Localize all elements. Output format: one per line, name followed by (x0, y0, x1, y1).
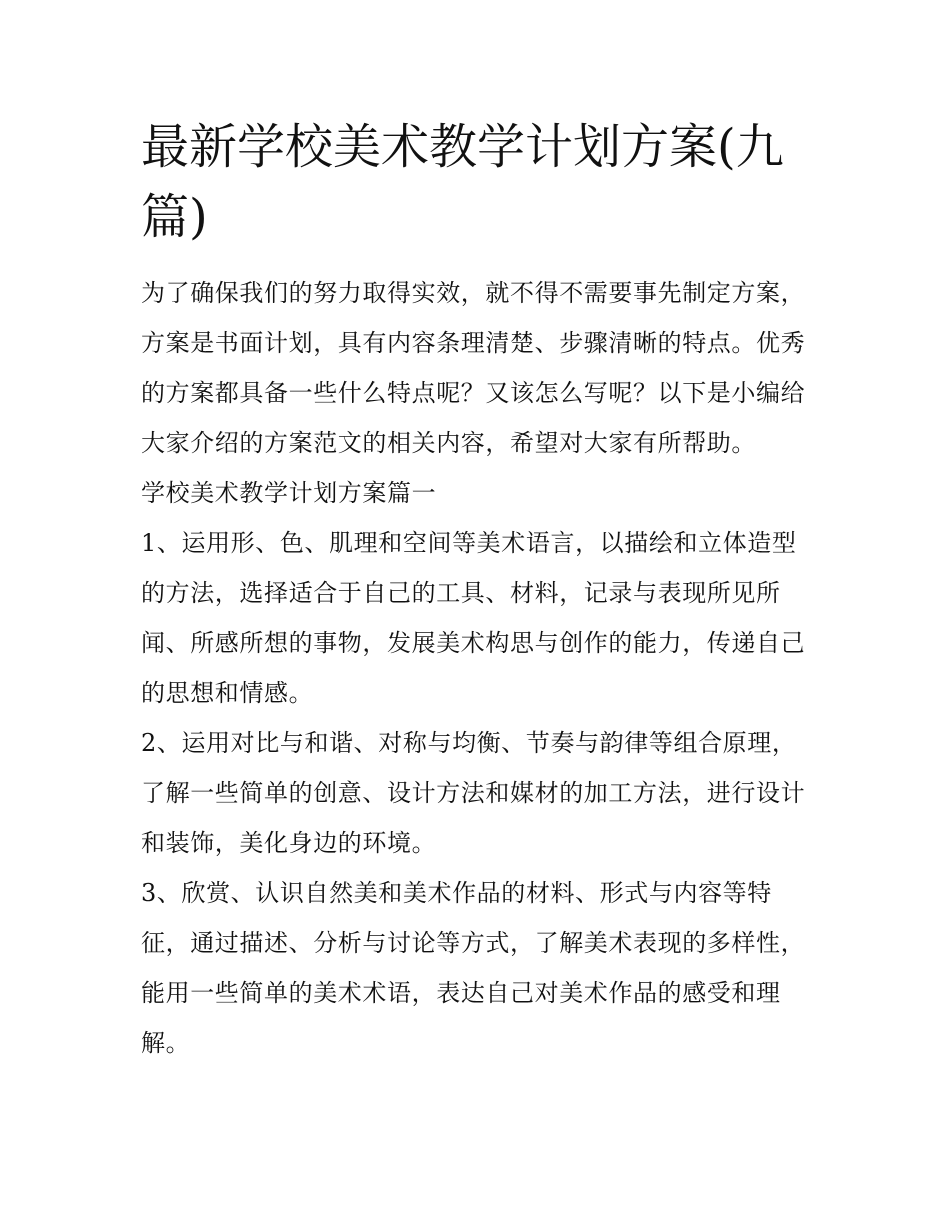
list-item-3: 3、欣赏、认识自然美和美术作品的材料、形式与内容等特征，通过描述、分析与讨论等方式，了解美术表现的多样性，能用一些简单的美术术语，表达自己对美术作品的感受和理解。 (141, 879, 806, 1057)
section-heading: 学校美术教学计划方案篇一 (141, 479, 437, 507)
list-item-2: 2、运用对比与和谐、对称与均衡、节奏与韵律等组合原理，了解一些简单的创意、设计方法和媒材的加工方法，进行设计和装饰，美化身边的环境。 (141, 729, 806, 857)
document-title: 最新学校美术教学计划方案(九篇) (141, 119, 784, 245)
document-body (141, 112, 816, 1068)
list-item-1: 1、运用形、色、肌理和空间等美术语言，以描绘和立体造型的方法，选择适合于自己的工具、材料，记录与表现所见所闻、所感所想的事物，发展美术构思与创作的能力，传递自己的思想和情感。 (141, 529, 806, 707)
intro-paragraph: 为了确保我们的努力取得实效，就不得不需要事先制定方案，方案是书面计划，具有内容条理清楚、步骤清晰的特点。优秀的方案都具备一些什么特点呢？又该怎么写呢？以下是小编给大家介绍的方案范文的相关内容，希望对大家有所帮助。 (141, 279, 806, 457)
